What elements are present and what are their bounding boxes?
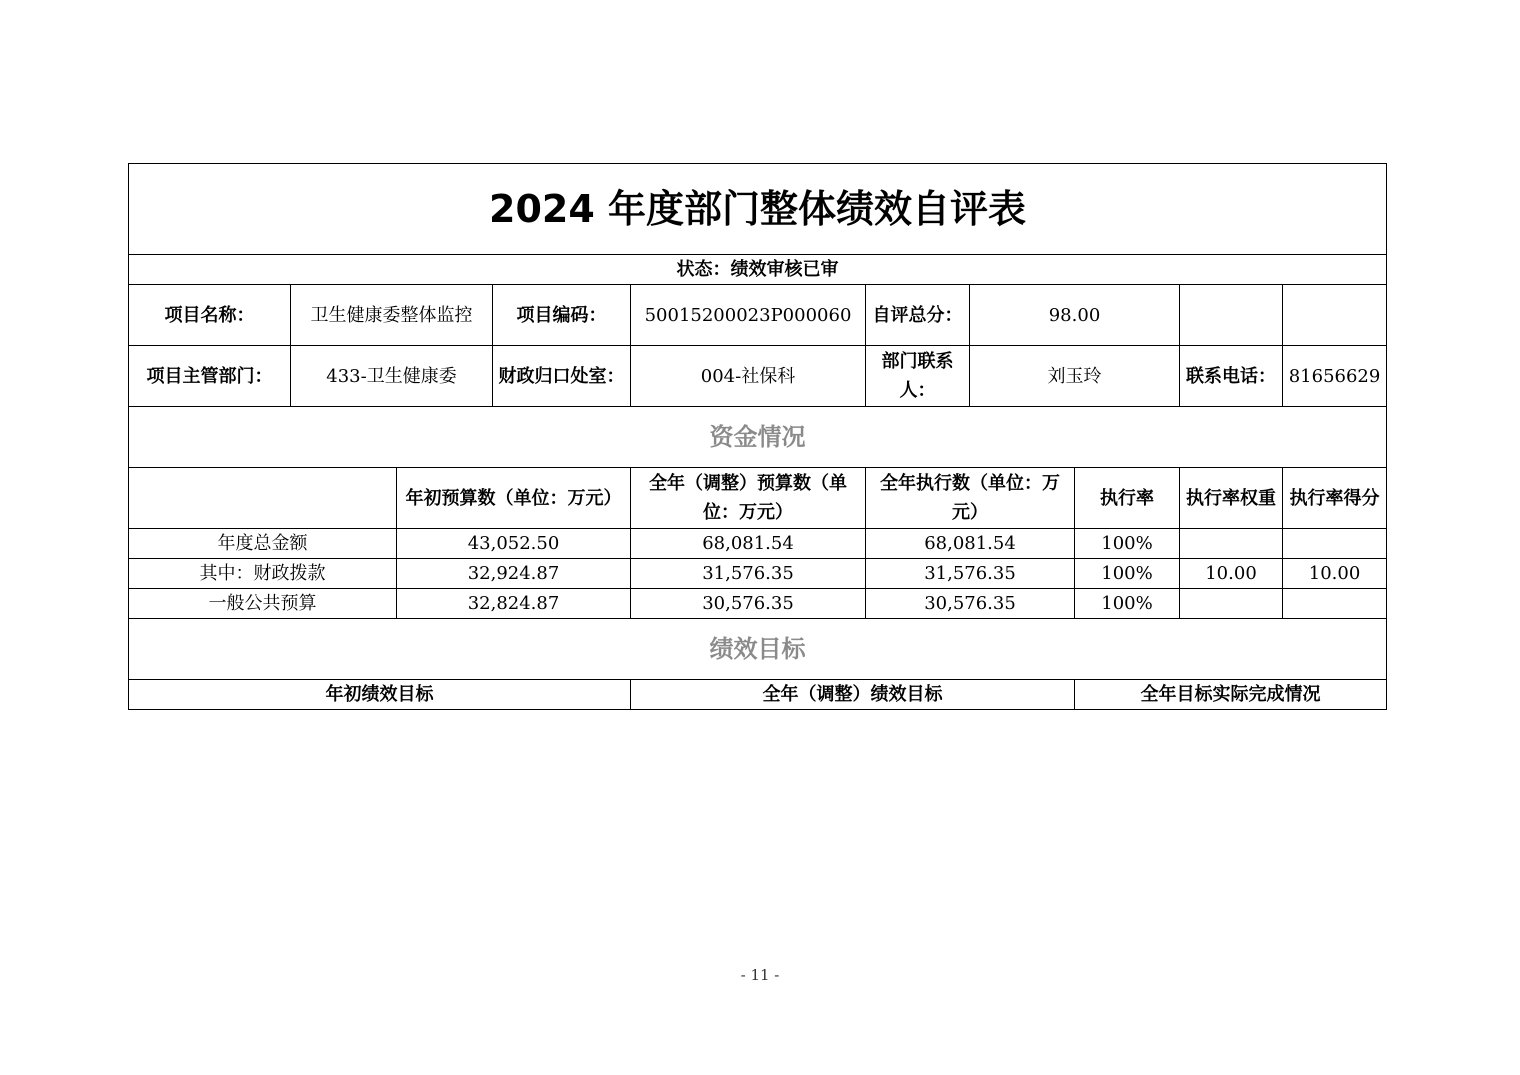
goals-header-initial: 年初绩效目标 xyxy=(129,680,631,710)
project-code-value: 50015200023P000060 xyxy=(631,285,866,346)
funds-header-blank xyxy=(129,468,397,529)
funds-section-title: 资金情况 xyxy=(129,407,1387,468)
page-number: - 11 - xyxy=(740,966,780,984)
phone-label: 联系电话： xyxy=(1180,346,1283,407)
funds-header-row xyxy=(129,468,1387,529)
row-rate: 100% xyxy=(1075,559,1180,589)
empty-cell xyxy=(1180,285,1283,346)
funds-header-rate: 执行率 xyxy=(1075,468,1180,529)
row-executed: 68,081.54 xyxy=(866,529,1075,559)
goals-section-title: 绩效目标 xyxy=(129,619,1387,680)
page-title: 2024 年度部门整体绩效自评表 xyxy=(129,164,1387,255)
funds-header-weight: 执行率权重 xyxy=(1180,468,1283,529)
funds-header-score: 执行率得分 xyxy=(1283,468,1387,529)
row-score xyxy=(1283,529,1387,559)
contact-value: 刘玉玲 xyxy=(970,346,1180,407)
row-label: 一般公共预算 xyxy=(129,589,397,619)
status-line: 状态：绩效审核已审 xyxy=(129,255,1387,285)
table-row xyxy=(129,529,1387,559)
row-rate: 100% xyxy=(1075,589,1180,619)
row-label: 年度总金额 xyxy=(129,529,397,559)
goals-header-actual: 全年目标实际完成情况 xyxy=(1075,680,1387,710)
score-value: 98.00 xyxy=(970,285,1180,346)
phone-value: 81656629 xyxy=(1283,346,1387,407)
row-initial: 43,052.50 xyxy=(397,529,631,559)
row-adjusted: 31,576.35 xyxy=(631,559,866,589)
contact-label: 部门联系人： xyxy=(866,346,970,407)
info-row-2 xyxy=(129,346,1387,407)
dept-value: 433-卫生健康委 xyxy=(291,346,493,407)
dept-label: 项目主管部门： xyxy=(129,346,291,407)
funds-header-executed: 全年执行数（单位：万元） xyxy=(866,468,1075,529)
row-adjusted: 30,576.35 xyxy=(631,589,866,619)
goals-header-adjusted: 全年（调整）绩效目标 xyxy=(631,680,1075,710)
row-score: 10.00 xyxy=(1283,559,1387,589)
info-row-1 xyxy=(129,285,1387,346)
row-label: 其中：财政拨款 xyxy=(129,559,397,589)
finance-office-value: 004-社保科 xyxy=(631,346,866,407)
project-code-label: 项目编码： xyxy=(493,285,631,346)
row-executed: 30,576.35 xyxy=(866,589,1075,619)
row-executed: 31,576.35 xyxy=(866,559,1075,589)
row-initial: 32,824.87 xyxy=(397,589,631,619)
row-weight: 10.00 xyxy=(1180,559,1283,589)
table-row xyxy=(129,559,1387,589)
row-initial: 32,924.87 xyxy=(397,559,631,589)
project-name-label: 项目名称： xyxy=(129,285,291,346)
row-weight xyxy=(1180,589,1283,619)
table-row xyxy=(129,589,1387,619)
funds-header-initial: 年初预算数（单位：万元） xyxy=(397,468,631,529)
row-weight xyxy=(1180,529,1283,559)
empty-cell xyxy=(1283,285,1387,346)
score-label: 自评总分： xyxy=(866,285,970,346)
goals-header-row xyxy=(129,680,1387,710)
project-name-value: 卫生健康委整体监控 xyxy=(291,285,493,346)
row-score xyxy=(1283,589,1387,619)
row-adjusted: 68,081.54 xyxy=(631,529,866,559)
finance-office-label: 财政归口处室： xyxy=(493,346,631,407)
funds-header-adjusted: 全年（调整）预算数（单位：万元） xyxy=(631,468,866,529)
row-rate: 100% xyxy=(1075,529,1180,559)
performance-evaluation-table xyxy=(128,163,1387,710)
